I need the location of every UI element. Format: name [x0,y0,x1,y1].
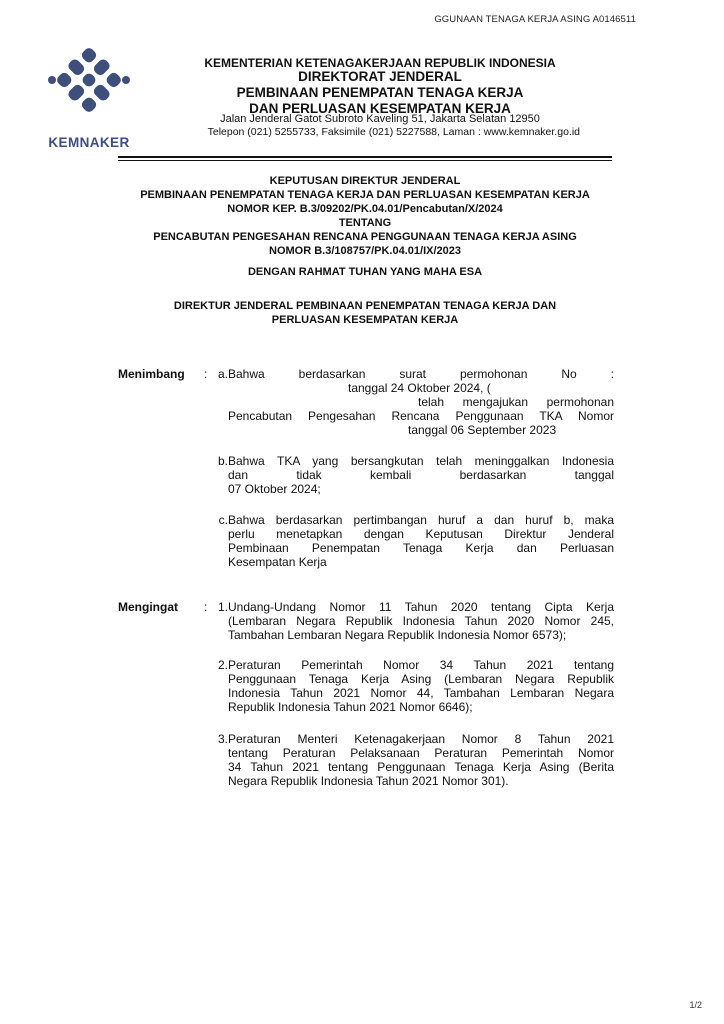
ministry-name: KEMENTERIAN KETENAGAKERJAAN REPUBLIK INDONESIA [204,56,556,70]
title-line: NOMOR KEP. B.3/09202/PK.04.01/Pencabutan/X/2024 [227,203,503,215]
header-reference: GGUNAAN TENAGA KERJA ASING A0146511 [434,14,636,25]
kemnaker-logo-icon [46,40,132,120]
item-line: (Lembaran Negara Republik Indonesia Tahun 2020 Nomor 245, [228,614,614,628]
item-marker: a. [217,367,228,381]
item-line: Peraturan Pemerintah Nomor 34 Tahun 2021 tentang [228,658,614,672]
item-line: 34 Tahun 2021 tentang Penggunaan Tenaga Kerja Asing (Berita [228,760,614,774]
item-marker: c. [218,513,228,527]
mengingat-colon: : [204,600,208,614]
item-marker: 3. [217,732,228,746]
directorate-line: DIREKTORAT JENDERAL [298,69,462,84]
address: Jalan Jenderal Gatot Subroto Kaveling 51, Jakarta Selatan 12950 [220,113,540,125]
dirjen-heading [100,299,630,327]
item-line: telah mengajukan permohonan [418,395,614,409]
item-line: Republik Indonesia Tahun 2021 Nomor 6646); [228,700,473,714]
header-divider-thin [118,160,612,161]
item-marker: 2. [217,658,228,672]
menimbang-item-a [206,367,614,437]
title-line: PENCABUTAN PENGESAHAN RENCANA PENGGUNAAN TENAGA KERJA ASING [153,231,577,243]
item-line: Kesempatan Kerja [228,555,327,569]
item-line: Indonesia Tahun 2021 Nomor 44, Tambahan Lembaran Negara [228,686,614,700]
menimbang-item-c [206,513,614,569]
item-line: tentang Peraturan Pelaksanaan Peraturan Pemerintah Nomor [228,746,614,760]
page-number: 1/2 [689,1000,702,1010]
directorate-name [180,69,580,117]
item-line: Bahwa berdasarkan surat permohonan No : [228,367,614,381]
contact-info: Telepon (021) 5255733, Faksimile (021) 5227588, Laman : www.kemnaker.go.id [207,126,580,138]
rahmat-heading: DENGAN RAHMAT TUHAN YANG MAHA ESA [247,266,483,278]
item-line: Penggunaan Tenaga Kerja Asing (Lembaran Negara Republik [228,672,614,686]
item-line: tanggal 06 September 2023 [408,423,557,437]
menimbang-label: Menimbang [118,367,185,381]
item-line: perlu menetapkan dengan Keputusan Direktur Jenderal [228,527,614,541]
title-line: TENTANG [338,217,392,229]
menimbang-colon: : [204,367,208,381]
title-line: KEPUTUSAN DIREKTUR JENDERAL [269,175,461,187]
decree-title [100,174,630,258]
dirjen-line: PERLUASAN KESEMPATAN KERJA [271,314,459,326]
menimbang-item-b [206,454,614,496]
mengingat-label: Mengingat [118,600,178,614]
title-line: PEMBINAAN PENEMPATAN TENAGA KERJA DAN PERLUASAN KESEMPATAN KERJA [140,189,590,201]
title-line: NOMOR B.3/108757/PK.04.01/IX/2023 [269,245,461,257]
item-line: Undang-Undang Nomor 11 Tahun 2020 tentang Cipta Kerja [228,600,614,614]
mengingat-item-2 [206,658,614,714]
item-line: Pencabutan Pengesahan Rencana Penggunaan TKA Nomor [228,409,614,423]
item-line: tanggal 24 Oktober 2024, ( [348,381,491,395]
directorate-line: PEMBINAAN PENEMPATAN TENAGA KERJA [236,85,524,100]
item-line: Peraturan Menteri Ketenagakerjaan Nomor 8 Tahun 2021 [228,732,614,746]
header-divider [118,156,612,158]
logo-text: KEMNAKER [48,135,130,150]
item-line: Bahwa TKA yang bersangkutan telah meninggalkan Indonesia [228,454,614,468]
item-line: 07 Oktober 2024; [228,482,321,496]
item-line: Bahwa berdasarkan pertimbangan huruf a dan huruf b, maka [228,513,614,527]
directorate-line: DAN PERLUASAN KESEMPATAN KERJA [249,101,511,116]
dirjen-line: DIREKTUR JENDERAL PEMBINAAN PENEMPATAN TENAGA KERJA DAN [173,300,557,312]
mengingat-item-3 [206,732,614,788]
mengingat-item-1 [206,600,614,642]
item-marker: 1. [217,600,228,614]
item-marker: b. [217,454,228,468]
item-line: Pembinaan Penempatan Tenaga Kerja dan Perluasan [228,541,614,555]
item-line: Tambahan Lembaran Negara Republik Indonesia Nomor 6573); [228,628,567,642]
item-line: Negara Republik Indonesia Tahun 2021 Nomor 301). [228,774,509,788]
item-line: dan tidak kembali berdasarkan tanggal [228,468,614,482]
